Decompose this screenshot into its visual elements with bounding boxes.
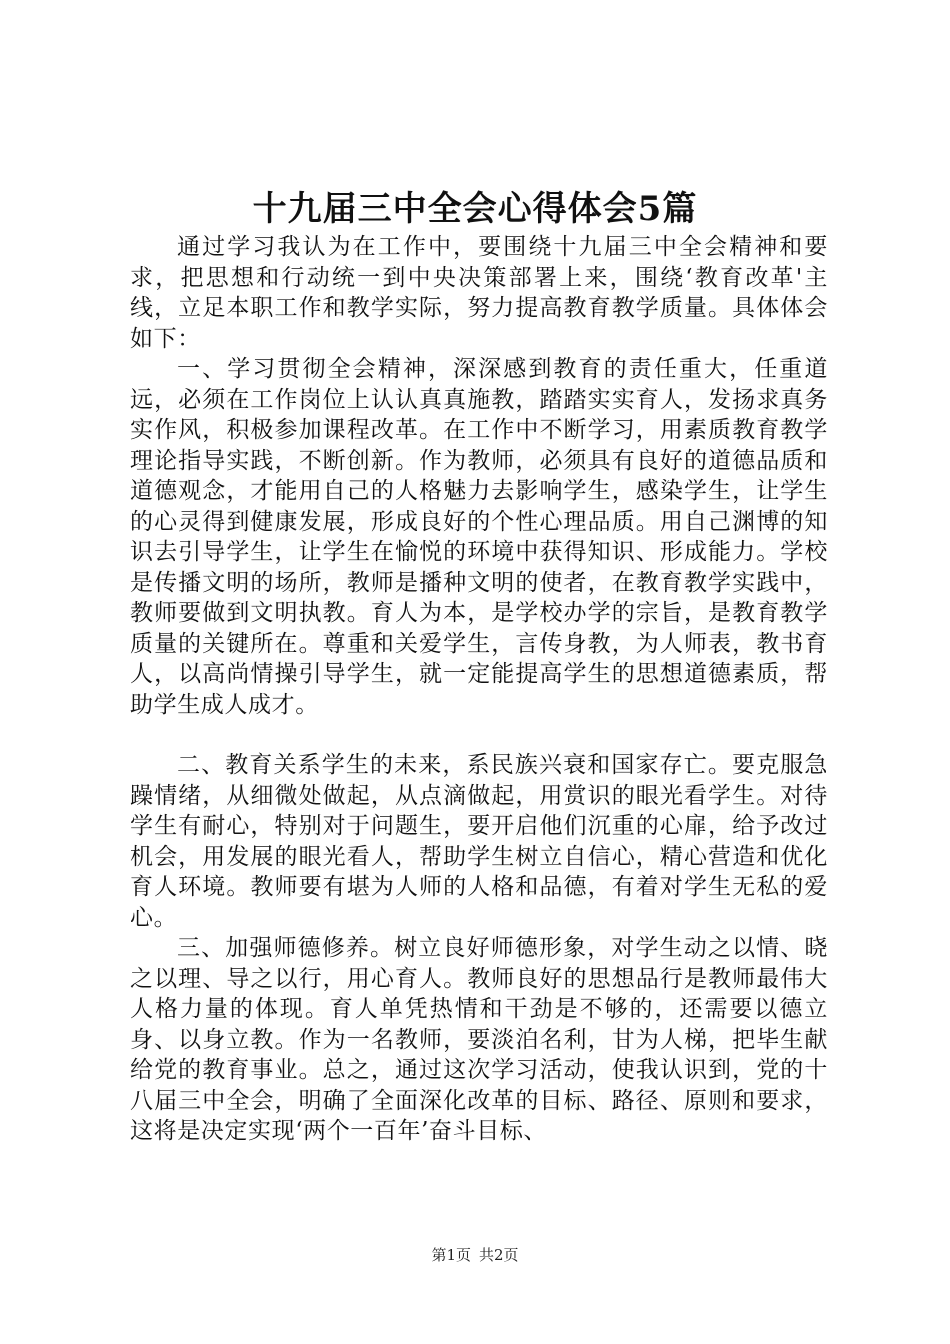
document-title: 十九届三中全会心得体会5篇 — [252, 189, 698, 229]
page-number-total: 共2页 — [479, 1246, 519, 1264]
page-footer — [0, 1245, 950, 1265]
paragraph-section-three: 三、加强师德修养。树立良好师德形象，对学生动之以情、晓之以理、导之以行，用心育人。教师良好的思想品行是教师最伟大人格力量的体现。育人单凭热情和干劲是不够的，还需要以德立身、以身立教。作为一名教师，要淡泊名利，甘为人梯，把毕生献给党的教育事业。总之，通过这次学习活动，使我认识到，党的十八届三中全会，明确了全面深化改革的目标、路径、原则和要求，这将是决定实现‘两个一百年’奋斗目标、 — [130, 935, 828, 1144]
document-body — [130, 232, 828, 1147]
paragraph-intro: 通过学习我认为在工作中，要围绕十九届三中全会精神和要求，把思想和行动统一到中央决策部署上来，围绕‘教育改革'主线，立足本职工作和教学实际，努力提高教育教学质量。具体体会如下： — [130, 234, 828, 352]
paragraph-section-two: 二、教育关系学生的未来，系民族兴衰和国家存亡。要克服急躁情绪，从细微处做起，从点滴做起，用赏识的眼光看学生。对待学生有耐心，特别对于问题生，要开启他们沉重的心扉，给予改过机会，用发展的眼光看人，帮助学生树立自信心，精心营造和优化育人环境。教师要有堪为人师的人格和品德，有着对学生无私的爱心。 — [130, 752, 828, 931]
paragraph-spacer — [130, 720, 828, 750]
paragraph-section-one: 一、学习贯彻全会精神，深深感到教育的责任重大，任重道远，必须在工作岗位上认认真真施教，踏踏实实育人，发扬求真务实作风，积极参加课程改革。在工作中不断学习，用素质教育教学理论指导实践，不断创新。作为教师，必须具有良好的道德品质和道德观念，才能用自己的人格魅力去影响学生，感染学生，让学生的心灵得到健康发展，形成良好的个性心理品质。用自己渊博的知识去引导学生，让学生在愉悦的环境中获得知识、形成能力。学校是传播文明的场所，教师是播种文明的使者，在教育教学实践中，教师要做到文明执教。育人为本，是学校办学的宗旨，是教育教学质量的关键所在。尊重和关爱学生，言传身教，为人师表，教书育人，以高尚情操引导学生，就一定能提高学生的思想道德素质，帮助学生成人成才。 — [130, 356, 828, 718]
page-number-current: 第1页 — [431, 1246, 471, 1264]
